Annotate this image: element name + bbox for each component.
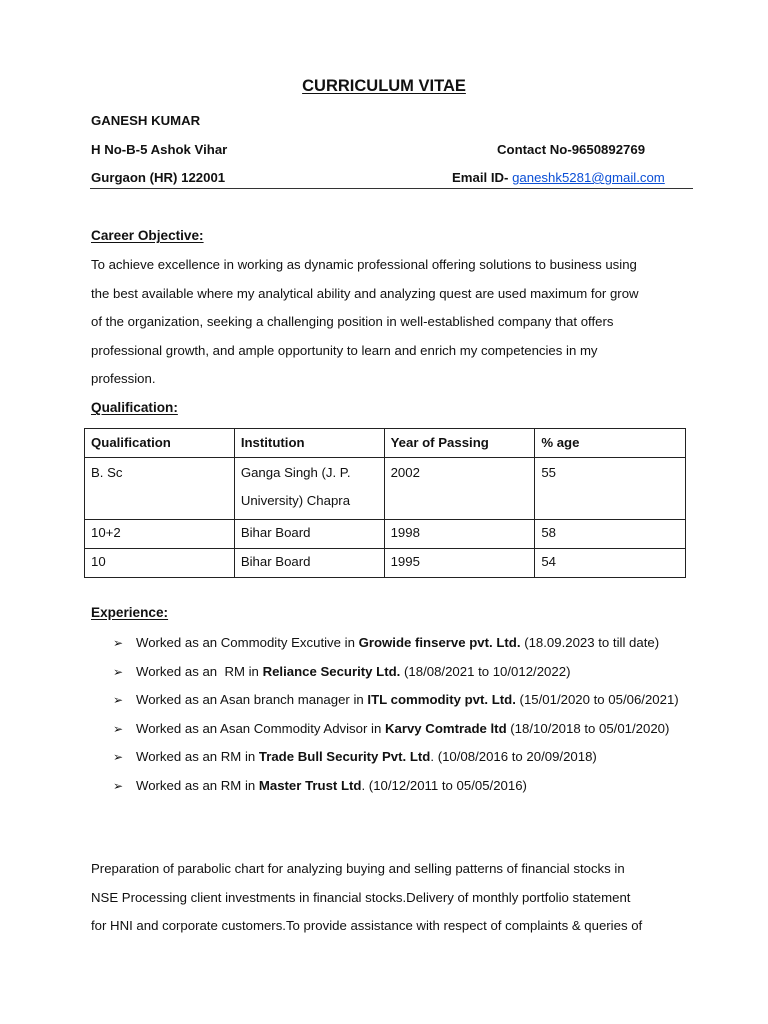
item-dates: (18/08/2021 to 10/012/2022) [400, 663, 571, 679]
arrow-bullet-icon: ➢ [113, 778, 124, 793]
table-cell: B. Sc [85, 458, 235, 520]
table-row [85, 458, 686, 520]
objective-line: To achieve excellence in working as dynamic professional offering solutions to business using [91, 257, 637, 272]
document-title: CURRICULUM VITAE [302, 77, 466, 95]
company-name: Reliance Security Ltd. [262, 663, 401, 679]
item-text: Worked as an RM in [136, 749, 259, 764]
item-text: Worked as an RM in [136, 777, 259, 793]
objective-line: profession. [91, 371, 156, 386]
institution-line: University) Chapra [240, 493, 351, 508]
list-item [113, 715, 703, 744]
item-dates: (18.09.2023 to till date) [520, 635, 660, 650]
address-line-1: H No-B-5 Ashok Vihar [91, 142, 228, 157]
header-divider [90, 188, 693, 189]
table-cell: 2002 [384, 458, 535, 520]
candidate-name: GANESH KUMAR [91, 113, 201, 128]
column-header: % age [535, 429, 686, 458]
arrow-bullet-icon: ➢ [113, 636, 124, 650]
arrow-bullet-icon: ➢ [113, 664, 124, 679]
item-dates: . (10/12/2011 to 05/05/2016) [361, 777, 527, 793]
experience-description [91, 855, 691, 941]
list-item [113, 772, 703, 801]
table-cell: 55 [535, 458, 686, 520]
arrow-bullet-icon: ➢ [113, 693, 124, 707]
qualification-heading: Qualification: [91, 400, 178, 415]
list-item [113, 743, 703, 772]
table-cell: 1995 [384, 549, 535, 578]
objective-line: professional growth, and ample opportunity to learn and enrich my competencies in my [91, 342, 598, 358]
table-row [85, 549, 686, 578]
column-header: Institution [234, 429, 384, 458]
experience-list [113, 629, 703, 800]
item-dates: . (10/08/2016 to 20/09/2018) [430, 749, 597, 764]
table-cell: 10+2 [85, 520, 235, 549]
company-name: Karvy Comtrade ltd [384, 720, 507, 736]
table-cell: 54 [535, 549, 686, 578]
email-label: Email ID- [452, 170, 513, 185]
company-name: Growide finserve pvt. Ltd. [358, 635, 521, 650]
table-row [85, 520, 686, 549]
item-dates: (18/10/2018 to 05/01/2020) [506, 720, 670, 736]
career-objective-text [91, 251, 691, 394]
career-objective-heading: Career Objective: [91, 228, 204, 243]
arrow-bullet-icon: ➢ [113, 750, 124, 764]
item-text: Worked as an Commodity Excutive in [136, 635, 359, 650]
table-cell: 58 [535, 520, 686, 549]
institution-line: Ganga Singh (J. P. [240, 465, 351, 480]
list-item [113, 629, 703, 658]
email-link[interactable]: ganeshk5281@gmail.com [512, 170, 665, 185]
contact-number: Contact No-9650892769 [497, 142, 646, 157]
item-text: Worked as an Asan Commodity Advisor in [136, 720, 385, 736]
objective-line: the best available where my analytical ability and analyzing quest are used maximum for grow [91, 285, 639, 301]
arrow-bullet-icon: ➢ [113, 721, 124, 736]
description-line: NSE Processing client investments in financial stocks.Delivery of monthly portfolio statement [91, 889, 631, 905]
company-name: Master Trust Ltd [258, 777, 362, 793]
item-dates: (15/01/2020 to 05/06/2021) [515, 692, 679, 707]
address-line-2: Gurgaon (HR) 122001 [91, 170, 226, 185]
table-cell: Bihar Board [234, 549, 384, 578]
table-header-row [85, 429, 686, 458]
item-text: Worked as an RM in [136, 663, 263, 679]
email-row [452, 170, 665, 185]
experience-heading: Experience: [91, 605, 169, 620]
column-header: Qualification [85, 429, 235, 458]
list-item [113, 686, 703, 715]
company-name: ITL commodity pvt. Ltd. [367, 692, 516, 707]
list-item [113, 658, 703, 687]
table-cell: 10 [85, 549, 235, 578]
description-line: for HNI and corporate customers.To provide assistance with respect of complaints & queries of [91, 918, 643, 933]
description-line: Preparation of parabolic chart for analyzing buying and selling patterns of financial stocks in [91, 861, 625, 876]
company-name: Trade Bull Security Pvt. Ltd [258, 749, 431, 764]
qualification-table [84, 428, 686, 578]
table-cell [234, 458, 384, 520]
table-cell: 1998 [384, 520, 535, 549]
column-header: Year of Passing [384, 429, 535, 458]
objective-line: of the organization, seeking a challenging position in well-established company that offers [91, 314, 614, 329]
item-text: Worked as an Asan branch manager in [136, 692, 368, 707]
table-cell: Bihar Board [234, 520, 384, 549]
